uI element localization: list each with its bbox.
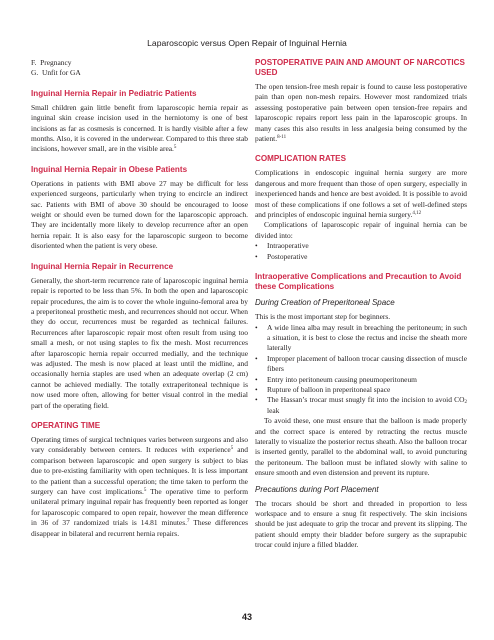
- left-column: [31, 58, 248, 539]
- bullet-icon: •: [255, 251, 258, 261]
- operating-time-paragraph: Operating times of surgical techniques varies between surgeons and also vary considerably between centers. It reduces with experience$^5$ and comparison between laparoscopic and open surgery is subject to bias due to pre-existing familiarity with open techniques. It is less important to the patient than a successful operation; the time taken to perform the surgery can have cost implications.$^5$ The operative time to perform unilateral primary inguinal repair has frequently been reported as longer for laparoscopic compared to open repair, however the mean difference in 36 of 37 randomized trials is 14.81 minutes.$^7$ These differences disappear in bilateral and recurrent hernia repairs.: [31, 434, 248, 538]
- recurrence-paragraph: Generally, the short-term recurrence rate of laparoscopic inguinal hernia repair is reported to be less than 5%. In both the open and laparoscopic repair procedures, the aim is to cover the whole inguino-femoral area by a preperitoneal prosthetic mesh, and recurrences should not occur. When they do occur, recurrences must be regarded as technical failures. Recurrences after laparoscopic repair most often result from using too small a mesh, or not using staples to fix the mesh. Most recurrences after laparoscopic hernia repair occurred medially, and the technique was adjusted. The mesh is now placed at least until the midline, and occasionally hernia staples are used when an adequate overlap (2 cm) cannot be achieved medially. The totally extraperitoneal technique is now used more often, allowing for better visual control in the medial part of the operating field.: [31, 275, 248, 410]
- bullet-icon: •: [255, 241, 258, 251]
- intraop-heading: Intraoperative Complications and Precaution to Avoid these Complications: [255, 272, 462, 292]
- citation: 4,12: [412, 211, 422, 217]
- postop-pain-heading: POSTOPERATIVE PAIN AND AMOUNT OF NARCOTICS USED: [255, 58, 465, 77]
- pediatric-paragraph: Small children gain little benefit from laparoscopic hernia repair as inguinal skin crease incision used in the herniotomy is one of best incisions as far as cosmesis is concerned. It is hardly visible after a few months. Also, it is covered in the underwear. Compared to this three stab incisions, however small, are in the visible area.$^5$: [31, 102, 248, 154]
- bullet-icon: •: [255, 374, 258, 384]
- bullet-icon: •: [255, 322, 258, 332]
- page-number: 43: [241, 612, 252, 622]
- pediatric-heading: Inguinal Hernia Repair in Pediatric Patients: [31, 88, 197, 98]
- bullet-icon: •: [255, 353, 258, 363]
- preperitoneal-subheading: During Creation of Preperitoneal Space: [255, 298, 395, 308]
- bullet-icon: •: [255, 384, 258, 394]
- list-item: • Intraoperative: [255, 241, 309, 251]
- citation: 5: [230, 446, 234, 452]
- bullet-icon: •: [255, 395, 258, 405]
- complication-division-paragraph: Complications of laparoscopic repair of inguinal hernia can be divided into:: [255, 220, 467, 240]
- list-item: • Postoperative: [255, 251, 308, 261]
- recurrence-heading: Inguinal Hernia Repair in Recurrence: [31, 261, 174, 271]
- complication-paragraph: Complications in endoscopic inguinal hernia surgery are more dangerous and more frequent than those of open surgery, especially in inexperienced hands and hence are best avoided. It is possible to avoid most of these complications if one follows a set of well-defined steps and principles of endoscopic inguinal hernia surgery.$^{4,12}$: [255, 168, 467, 220]
- preperitoneal-list: [255, 323, 467, 417]
- operating-time-heading: OPERATING TIME: [31, 420, 101, 430]
- postop-pain-paragraph: The open tension-free mesh repair is found to cause less postoperative pain than open non-mesh repairs. However most randomized trials assessing postoperative pain between open tension-free repairs and laparoscopic repairs report less pain in the laparoscopic groups. In many cases this also results in less analgesia being consumed by the patient.$^{8-11}$: [255, 82, 467, 144]
- list-item: • Rupture of balloon in preperitoneal space: [255, 384, 391, 394]
- contraindication-item-f: F. Pregnancy: [31, 58, 72, 67]
- list-item: • A wide linea alba may result in breaching the peritoneum; in such a situation, it is best to close the rectus and incise the sheath more laterally: [255, 322, 467, 353]
- obese-heading: Inguinal Hernia Repair in Obese Patients: [31, 164, 188, 174]
- list-item: • The Hassan’s trocar must snugly fit into the incision to avoid $CO_2$ leak: [255, 395, 467, 415]
- port-placement-subheading: Precautions during Port Placement: [255, 484, 379, 494]
- citation: 8-11: [277, 135, 287, 141]
- complication-list: [255, 241, 467, 262]
- obese-paragraph: Operations in patients with BMI above 27 may be difficult for less experienced surgeons, particularly when trying to encircle an indirect sac. Patients with BMI of above 30 should be encouraged to loose weight or should even be turned down for the laparoscopic approach. They are incidentally more likely to develop recurrence after an open hernia repair. It is also easy for the laparoscopic surgeon to become disoriented when the patient is very obese.: [31, 178, 248, 251]
- list-item: • Entry into peritoneum causing pneumoperitoneum: [255, 374, 417, 384]
- complication-heading: COMPLICATION RATES: [255, 154, 346, 164]
- right-column: [255, 58, 467, 551]
- running-header: Laparoscopic versus Open Repair of Inguinal Hernia: [147, 38, 347, 48]
- port-placement-paragraph: The trocars should be short and threaded in proportion to less workspace and to ensure a snug fit respectively. The skin incisions should be just adequate to grip the trocar and prevent its slipping. The patient should empty their bladder before surgery as the suprapubic trocar could injure a filled bladder.: [255, 498, 467, 550]
- contraindication-item-g: G. Unfit for GA: [31, 68, 81, 78]
- list-item: • Improper placement of balloon trocar causing dissection of muscle fibers: [255, 353, 467, 374]
- citation: 7: [186, 519, 190, 525]
- citation: 5: [173, 145, 177, 151]
- preperitoneal-avoid-paragraph: To avoid these, one must ensure that the balloon is made properly and the correct space is entered by retracting the rectus muscle laterally to visualize the posterior rectus sheath. Also the balloon trocar is inserted gently, parallel to the abdominal wall, to avoid puncturing the peritoneum. The balloon must be inflated slowly with saline to ensure smooth and even distension and prevent its rupture.: [255, 416, 467, 478]
- citation: 5: [143, 488, 147, 493]
- preperitoneal-intro: This is the most important step for beginners.: [255, 312, 391, 322]
